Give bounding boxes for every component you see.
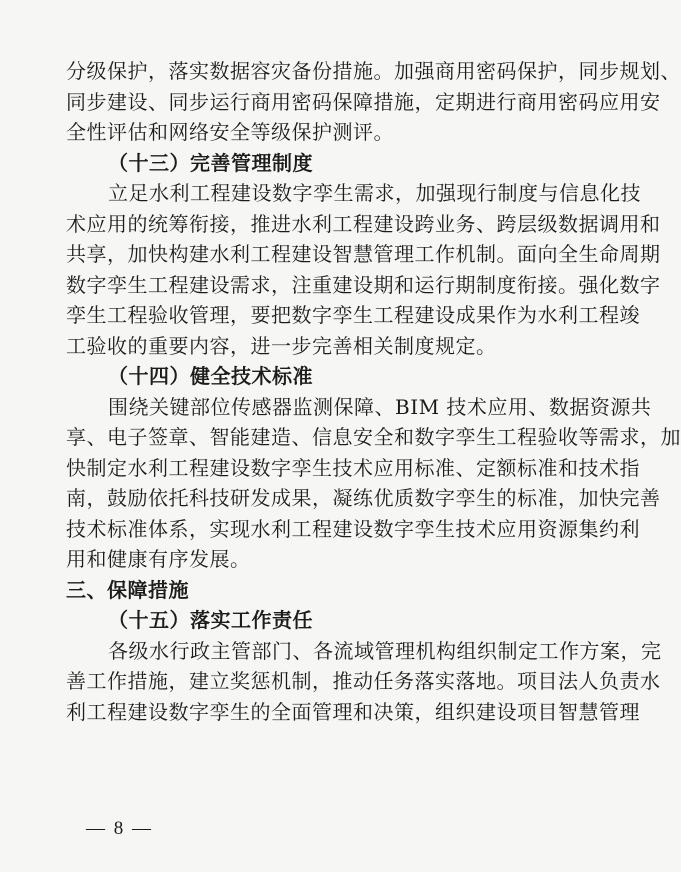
text-line: 分级保护，落实数据容灾备份措施。加强商用密码保护，同步规划、	[66, 59, 681, 83]
text-line: 快制定水利工程建设数字孪生技术应用标准、定额标准和技术指	[66, 455, 640, 480]
subsection-heading: （十四）健全技术标准	[108, 364, 313, 388]
text-line: 善工作措施，建立奖惩机制，推动任务落实落地。项目法人负责水	[66, 669, 661, 693]
section-heading: 三、保障措施	[66, 577, 189, 602]
text-line: 技术标准体系，实现水利工程建设数字孪生技术应用资源集约利	[66, 516, 640, 541]
text-line: 孪生工程验收管理，要把数字孪生工程建设成果作为水利工程竣	[66, 303, 640, 327]
text-line: 同步建设、同步运行商用密码保障措施，定期进行商用密码应用安	[66, 89, 661, 114]
page-number: — 8 —	[86, 818, 153, 839]
text-line: 南，鼓励依托科技研发成果，凝练优质数字孪生的标准，加快完善	[66, 486, 661, 510]
body-text	[66, 56, 681, 727]
text-line: 围绕关键部位传感器监测保障、BIM 技术应用、数据资源共	[108, 394, 652, 419]
text-line: 数字孪生工程建设需求，注重建设期和运行期制度衔接。强化数字	[66, 272, 661, 297]
subsection-heading: （十三）完善管理制度	[108, 150, 313, 175]
text-line: 全性评估和网络安全等级保护测评。	[66, 120, 394, 144]
text-line: 术应用的统筹衔接，推进水利工程建设跨业务、跨层级数据调用和	[66, 211, 661, 236]
text-line: 各级水行政主管部门、各流域管理机构组织制定工作方案，完	[108, 638, 662, 663]
text-line: 利工程建设数字孪生的全面管理和决策，组织建设项目智慧管理	[66, 699, 640, 724]
text-line: 共享，加快构建水利工程建设智慧管理工作机制。面向全生命周期	[66, 242, 661, 266]
text-line: 用和健康有序发展。	[66, 547, 251, 571]
text-line: 工验收的重要内容，进一步完善相关制度规定。	[66, 333, 497, 358]
text-line: 享、电子签章、智能建造、信息安全和数字孪生工程验收等需求，加	[66, 425, 681, 449]
subsection-heading: （十五）落实工作责任	[108, 608, 313, 632]
text-line: 立足水利工程建设数字孪生需求，加强现行制度与信息化技	[108, 181, 641, 205]
